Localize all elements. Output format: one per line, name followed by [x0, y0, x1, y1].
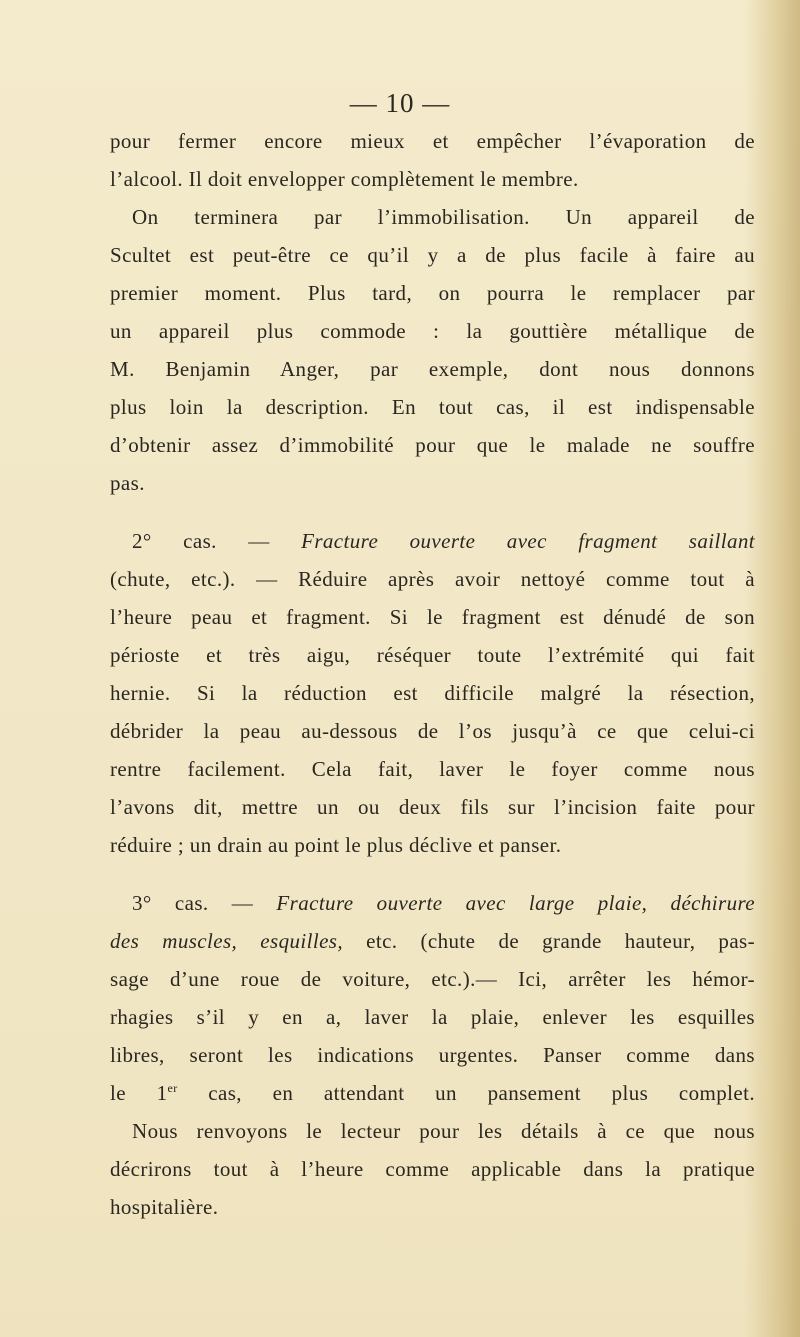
text-line: l’alcool. Il doit envelopper complètement le membre.: [110, 167, 579, 191]
text-line: hospitalière.: [110, 1195, 219, 1219]
paragraph-5: [110, 1112, 755, 1226]
cas-title-continued: des muscles, esquilles,: [110, 929, 344, 953]
superscript: er: [167, 1081, 178, 1095]
text-line: Scultet est peut-être ce qu’il y a de plus facile à faire au: [110, 243, 755, 267]
text-line: sage d’une roue de voiture, etc.).— Ici, arrêter les hémor-: [110, 967, 755, 991]
text-line: hernie. Si la réduction est difficile malgré la résection,: [110, 681, 755, 705]
paragraph-gap: [110, 864, 755, 884]
paragraph-gap: [110, 502, 755, 522]
text-line: rentre facilement. Cela fait, laver le foyer comme nous: [110, 757, 755, 781]
cas-label: 3° cas.: [132, 891, 209, 915]
text-line: d’obtenir assez d’immobilité pour que le malade ne souffre: [110, 433, 755, 457]
text-line: l’avons dit, mettre un ou deux fils sur l’incision faite pour: [110, 795, 755, 819]
text-line: rhagies s’il y en a, laver la plaie, enlever les esquilles: [110, 1005, 755, 1029]
text-line: (chute, etc.). — Réduire après avoir nettoyé comme tout à: [110, 567, 755, 591]
text-line: débrider la peau au-dessous de l’os jusqu’à ce que celui-ci: [110, 719, 755, 743]
cas-label: 2° cas.: [132, 529, 217, 553]
paragraph-cas-2: [110, 522, 755, 864]
text-line: un appareil plus commode : la gouttière métallique de: [110, 319, 755, 343]
text-line: périoste et très aigu, réséquer toute l’extrémité qui fait: [110, 643, 755, 667]
text-line: décrirons tout à l’heure comme applicable dans la pratique: [110, 1157, 755, 1181]
text-line: pas.: [110, 471, 145, 495]
text-line: 3° cas. — Fracture ouverte avec large plaie, déchirure: [132, 891, 756, 915]
page-number: — 10 —: [349, 88, 451, 118]
text-line: pour fermer encore mieux et empêcher l’évaporation de: [110, 129, 755, 153]
paragraph-1: [110, 122, 755, 198]
text-line: Nous renvoyons le lecteur pour les détails à ce que nous: [132, 1119, 755, 1143]
text-line: le 1er cas, en attendant un pansement plus complet.: [110, 1081, 755, 1105]
text-line: premier moment. Plus tard, on pourra le remplacer par: [110, 281, 755, 305]
text-line: plus loin la description. En tout cas, il est indispensable: [110, 395, 755, 419]
text-line: l’heure peau et fragment. Si le fragment est dénudé de son: [110, 605, 755, 629]
text-line: des muscles, esquilles, etc. (chute de grande hauteur, pas-: [110, 929, 756, 953]
paragraph-2: [110, 198, 755, 502]
text-line: réduire ; un drain au point le plus déclive et panser.: [110, 833, 562, 857]
paragraph-cas-3: [110, 884, 755, 1112]
text-line: M. Benjamin Anger, par exemple, dont nous donnons: [110, 357, 755, 381]
body-text: [110, 122, 755, 1226]
text-line: libres, seront les indications urgentes. Panser comme dans: [110, 1043, 755, 1067]
text-line: 2° cas. — Fracture ouverte avec fragment saillant: [132, 529, 755, 553]
text-line: On terminera par l’immobilisation. Un appareil de: [132, 205, 755, 229]
cas-title: Fracture ouverte avec large plaie, déchirure: [276, 891, 756, 915]
cas-title: Fracture ouverte avec fragment saillant: [301, 529, 755, 553]
